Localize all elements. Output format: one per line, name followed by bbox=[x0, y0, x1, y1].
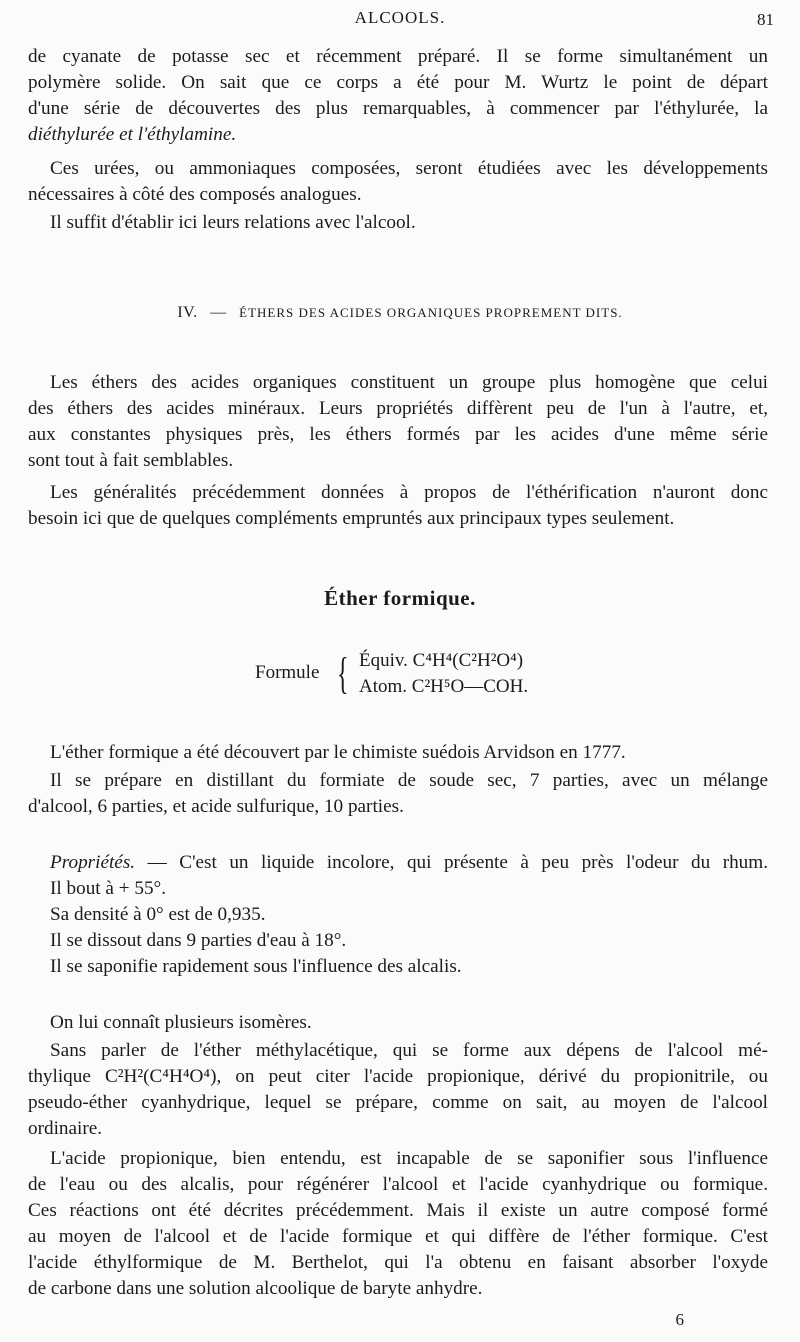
formula-label: Formule bbox=[255, 662, 320, 683]
text-line: pseudo-éther cyanhydrique, lequel se prépare, comme on sait, au moyen de l'alcool bbox=[28, 1092, 768, 1113]
paragraph-preparation bbox=[28, 768, 768, 820]
formula-lines bbox=[359, 648, 528, 700]
text-line: d'alcool, 6 parties, et acide sulfurique, 10 parties. bbox=[28, 796, 404, 817]
running-header: ALCOOLS. bbox=[354, 8, 446, 27]
text-line: L'éther formique a été découvert par le chimiste suédois Arvidson en 1777. bbox=[50, 742, 626, 763]
paragraph-relations bbox=[28, 210, 768, 236]
text-line: Sa densité à 0° est de 0,935. bbox=[50, 904, 266, 925]
text-line: sont tout à fait semblables. bbox=[28, 450, 234, 471]
left-brace-icon: { bbox=[337, 649, 349, 698]
text-line-italic: diéthylurée et l'éthylamine. bbox=[28, 124, 237, 145]
paragraph-isomeres bbox=[28, 1010, 768, 1036]
subheading-ether-formique: Éther formique. bbox=[324, 586, 476, 610]
text-line bbox=[28, 850, 768, 876]
text-line: Ces réactions ont été décrites précédemment. Mais il existe un autre composé formé bbox=[28, 1200, 768, 1221]
proprietes-label: Propriétés. bbox=[50, 852, 136, 873]
text-line: On lui connaît plusieurs isomères. bbox=[50, 1012, 312, 1033]
signature-mark: 6 bbox=[675, 1310, 684, 1329]
text-line: de cyanate de potasse sec et récemment préparé. Il se forme simultanément un bbox=[28, 46, 768, 67]
text-line: des éthers des acides minéraux. Leurs propriétés diffèrent peu de l'un à l'autre, et, bbox=[28, 398, 768, 419]
section-title: ÉTHERS DES ACIDES ORGANIQUES PROPREMENT DITS. bbox=[239, 305, 623, 320]
text-line: Il bout à + 55°. bbox=[50, 878, 167, 899]
paragraph-urees bbox=[28, 156, 768, 208]
paragraph-propionique bbox=[28, 1146, 768, 1302]
text-line: Il se saponifie rapidement sous l'influence des alcalis. bbox=[50, 956, 462, 977]
text-line: d'une série de découvertes des plus remarquables, à commencer par l'éthylurée, la bbox=[28, 98, 768, 119]
text-line: Il se prépare en distillant du formiate de soude sec, 7 parties, avec un mélange bbox=[50, 770, 768, 791]
text-line: aux constantes physiques près, les éthers formés par les acides d'une même série bbox=[28, 424, 768, 445]
text-line: Sans parler de l'éther méthylacétique, qui se forme aux dépens de l'alcool mé- bbox=[50, 1040, 768, 1061]
text-line: Les éthers des acides organiques constituent un groupe plus homogène que celui bbox=[50, 372, 768, 393]
paragraph-intro bbox=[28, 370, 768, 474]
text-line: thylique C²H²(C⁴H⁴O⁴), on peut citer l'acide propionique, dérivé du propionitrile, ou bbox=[28, 1066, 768, 1087]
paragraph-generalites bbox=[28, 480, 768, 532]
text-line: Ces urées, ou ammoniaques composées, seront étudiées avec les développements bbox=[50, 158, 768, 179]
paragraph-decouverte bbox=[28, 740, 768, 766]
text-line: Il se dissout dans 9 parties d'eau à 18°. bbox=[50, 930, 347, 951]
section-dash: — bbox=[210, 304, 227, 321]
text-line: L'acide propionique, bien entendu, est incapable de se saponifier sous l'influence bbox=[50, 1148, 768, 1169]
page-number: 81 bbox=[757, 10, 774, 29]
text-line: besoin ici que de quelques compléments empruntés aux principaux types seulement. bbox=[28, 508, 675, 529]
text-line: polymère solide. On sait que ce corps a été pour M. Wurtz le point de départ bbox=[28, 72, 768, 93]
text-line: ordinaire. bbox=[28, 1118, 103, 1139]
text-line: de carbone dans une solution alcoolique de baryte anhydre. bbox=[28, 1278, 483, 1299]
section-heading bbox=[0, 304, 800, 322]
paragraph-methylacetique bbox=[28, 1038, 768, 1142]
section-number: IV. bbox=[177, 304, 198, 321]
text-line: l'acide éthylformique de M. Berthelot, qui l'a obtenu en faisant absorber l'oxyde bbox=[28, 1252, 768, 1273]
paragraph-proprietes bbox=[28, 850, 768, 980]
text-line bbox=[28, 122, 768, 148]
text-line: Les généralités précédemment données à propos de l'éthérification n'auront donc bbox=[50, 482, 768, 503]
text-line: nécessaires à côté des composés analogues. bbox=[28, 184, 362, 205]
paragraph-cyanate bbox=[28, 44, 768, 148]
formula-equiv: Équiv. C⁴H⁴(C²H²O⁴) bbox=[359, 650, 524, 671]
text-line: de l'eau ou des alcalis, pour régénérer l'alcool et l'acide cyanhydrique ou formique. bbox=[28, 1174, 768, 1195]
text-line: au moyen de l'alcool et de l'acide formique et qui diffère de l'éther formique. C'est bbox=[28, 1226, 768, 1247]
text-line: Il suffit d'établir ici leurs relations avec l'alcool. bbox=[50, 212, 416, 233]
proprietes-text: — C'est un liquide incolore, qui présente à peu près l'odeur du rhum. bbox=[147, 852, 768, 873]
formula-atom: Atom. C²H⁵O—COH. bbox=[359, 676, 529, 697]
